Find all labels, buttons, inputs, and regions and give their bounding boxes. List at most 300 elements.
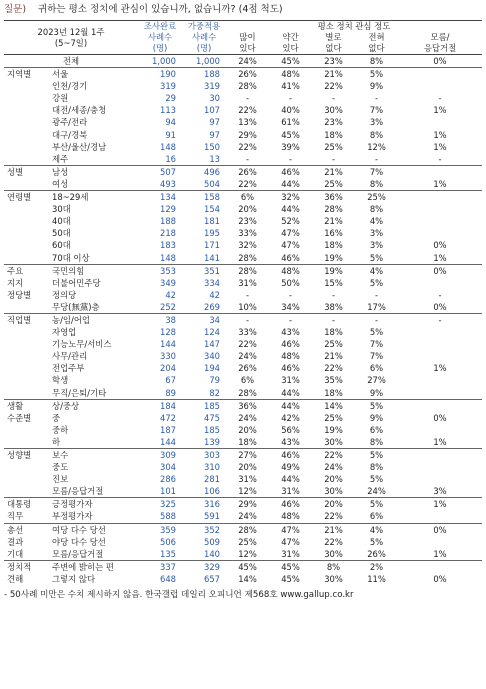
row-label: 30대 [52, 204, 71, 215]
value-cell: - [438, 153, 442, 164]
table-row [4, 399, 482, 412]
value-cell: 25% [324, 178, 343, 189]
table-row [4, 92, 482, 104]
value-cell: 30% [324, 486, 343, 497]
survey-count-cell: 184 [138, 399, 182, 412]
value-cell: 16% [324, 228, 343, 239]
group-label: 기대 [7, 548, 24, 559]
row-label: 모름/응답거절 [52, 486, 104, 497]
value-cell: 11% [367, 573, 386, 584]
row-label: 진보 [52, 474, 69, 485]
weighted-count-cell: 303 [182, 449, 226, 462]
value-cell: 26% [226, 68, 269, 81]
table-row [4, 326, 482, 338]
value-cell: 31% [238, 474, 257, 485]
survey-count-cell: 101 [160, 486, 176, 497]
row-label: 야당 다수 당선 [52, 536, 106, 547]
group-label [4, 215, 48, 227]
survey-count-cell: 144 [160, 436, 176, 447]
survey-count-cell: 190 [138, 68, 182, 81]
row-label: 여당 다수 당선 [48, 523, 138, 536]
value-cell: 5% [369, 277, 384, 288]
value-cell: 9% [369, 412, 384, 423]
value-cell: 20% [238, 204, 257, 215]
value-cell: 20% [312, 498, 355, 511]
value-cell: 42% [281, 412, 300, 423]
value-cell: 1% [433, 363, 447, 374]
row-label: 더불어민주당 [52, 277, 101, 288]
row-label: 중 [52, 412, 61, 423]
survey-count-cell: 135 [160, 548, 176, 559]
survey-count-cell: 38 [138, 313, 182, 326]
value-cell: 7% [369, 105, 384, 116]
question-tag: 질문) [4, 4, 27, 15]
value-cell: 46% [269, 449, 312, 462]
survey-count-cell: 337 [138, 560, 182, 573]
table-row [4, 436, 482, 449]
value-cell: 22% [324, 363, 343, 374]
value-cell: 22% [238, 105, 257, 116]
value-cell: 35% [324, 375, 343, 386]
value-cell: 7% [369, 351, 384, 362]
survey-count-cell: 148 [160, 252, 176, 263]
group-label [4, 485, 48, 498]
value-cell: 8% [369, 204, 384, 215]
row-label: 부산/울산/경남 [52, 141, 107, 152]
value-cell: 3% [433, 486, 447, 497]
value-cell: 23% [238, 216, 257, 227]
value-cell: 0% [433, 301, 447, 312]
value-cell: 18% [324, 129, 343, 140]
group-label: 연령별 [4, 191, 48, 204]
value-cell: 43% [281, 327, 300, 338]
value-cell: 48% [281, 511, 300, 522]
value-cell: 5% [369, 327, 384, 338]
row-label: 60대 [52, 240, 71, 251]
value-cell: - [331, 289, 336, 300]
survey-count-cell: 330 [160, 351, 176, 362]
table-row [4, 289, 482, 301]
weighted-count-cell: 329 [182, 560, 226, 573]
survey-count-cell: 359 [138, 523, 182, 536]
table-row [4, 362, 482, 374]
value-cell: 25% [324, 141, 343, 152]
row-label: 부정평가자 [52, 511, 93, 522]
col-header-0-l2: 있다 [239, 43, 256, 53]
value-cell: 31% [238, 277, 257, 288]
value-cell: 44% [281, 204, 300, 215]
col-header-1: 약간 [282, 32, 299, 42]
group-label [4, 104, 48, 116]
table-row [4, 227, 482, 239]
survey-count-cell: 218 [160, 228, 176, 239]
group-label: 정치적 [4, 560, 48, 573]
value-cell: 45% [269, 560, 312, 573]
value-cell: 40% [281, 105, 300, 116]
group-label: 직무 [7, 511, 24, 522]
weighted-count-cell: 334 [204, 277, 220, 288]
table-row [4, 141, 482, 153]
table-row [4, 449, 482, 462]
group-label [4, 374, 48, 386]
group-label: 성향별 [4, 449, 48, 462]
value-cell: 45% [281, 56, 300, 66]
value-cell: 47% [281, 536, 300, 547]
survey-count-cell: 493 [160, 178, 176, 189]
table-row [4, 239, 482, 251]
value-cell: 48% [269, 264, 312, 277]
table-row [4, 153, 482, 166]
row-label: 70대 이상 [52, 252, 90, 263]
survey-count-cell: 29 [165, 93, 176, 104]
row-label: 제주 [52, 153, 69, 164]
value-cell: 9% [369, 81, 384, 92]
table-row [4, 178, 482, 191]
period-header [4, 21, 138, 55]
value-cell: 19% [324, 424, 343, 435]
row-label: 남성 [48, 165, 138, 178]
row-label: 정의당 [52, 289, 77, 300]
value-cell: 15% [324, 277, 343, 288]
survey-count-cell: 113 [160, 105, 176, 116]
value-cell: - [226, 313, 269, 326]
survey-count-cell: 148 [160, 141, 176, 152]
value-cell: 5% [355, 399, 398, 412]
weighted-count-cell: 352 [182, 523, 226, 536]
survey-count-header: 조사완료 [143, 21, 177, 31]
survey-count-cell: 353 [138, 264, 182, 277]
value-cell: 19% [324, 252, 343, 263]
weighted-count-cell: 154 [204, 204, 220, 215]
value-cell: 12% [238, 548, 257, 559]
weighted-count-cell: 97 [209, 129, 220, 140]
row-label: 50대 [52, 228, 71, 239]
value-cell: 26% [226, 165, 269, 178]
row-label: 상/중상 [48, 399, 138, 412]
table-row [4, 473, 482, 485]
value-cell: 20% [238, 424, 257, 435]
weighted-count-cell: 591 [204, 511, 220, 522]
value-cell: 17% [367, 301, 386, 312]
value-cell: 61% [281, 117, 300, 128]
survey-count-cell: 204 [160, 363, 176, 374]
survey-count-cell: 91 [165, 129, 176, 140]
group-label: 지역별 [4, 68, 48, 81]
value-cell: 21% [324, 216, 343, 227]
table-row [4, 104, 482, 116]
value-cell: 8% [312, 560, 355, 573]
footer-note: - 50사례 미만은 수치 제시하지 않음. 한국갤럽 데일리 오피니언 제568호 www.gallup.co.kr [4, 590, 354, 601]
value-cell: 5% [355, 449, 398, 462]
value-cell: 8% [369, 56, 384, 66]
value-cell: 6% [240, 375, 255, 386]
weighted-count-cell: 316 [182, 498, 226, 511]
value-cell [398, 387, 482, 400]
value-cell [398, 424, 482, 436]
value-cell: 0% [433, 412, 447, 423]
value-cell: - [245, 153, 250, 164]
survey-count-cell: 183 [160, 240, 176, 251]
value-cell: 8% [369, 462, 384, 473]
value-cell: 25% [355, 191, 398, 204]
table-row [4, 510, 482, 523]
group-label [4, 116, 48, 128]
value-cell: 13% [238, 117, 257, 128]
value-cell: 22% [312, 449, 355, 462]
value-cell: 24% [238, 511, 257, 522]
value-cell: 1% [398, 498, 482, 511]
row-label: 40대 [52, 216, 71, 227]
group-label [4, 239, 48, 251]
value-cell: 22% [238, 178, 257, 189]
row-label: 주변에 밝히는 편 [48, 560, 138, 573]
value-cell: 48% [281, 351, 300, 362]
group-label [4, 80, 48, 92]
weighted-count-cell: 79 [209, 375, 220, 386]
weighted-count-cell: 188 [182, 68, 226, 81]
survey-count-cell: 134 [138, 191, 182, 204]
value-cell: 24% [238, 56, 257, 66]
value-cell: 27% [367, 375, 386, 386]
value-cell: 39% [281, 141, 300, 152]
table-row [4, 548, 482, 561]
value-cell: 47% [281, 240, 300, 251]
value-cell: 1% [433, 129, 447, 140]
value-cell: 6% [369, 424, 384, 435]
weighted-count-cell: 150 [204, 141, 220, 152]
value-cell: 4% [355, 523, 398, 536]
survey-count-cell: 128 [160, 327, 176, 338]
value-cell: 0% [433, 240, 447, 251]
value-cell: 44% [281, 387, 300, 398]
value-cell: 21% [312, 165, 355, 178]
value-cell: 44% [281, 474, 300, 485]
value-cell: - [355, 313, 398, 326]
weighted-count-sub: 사례수 [191, 32, 217, 42]
weighted-count-cell: 158 [182, 191, 226, 204]
value-cell: 3% [369, 117, 384, 128]
survey-count-cell: 67 [165, 375, 176, 386]
survey-count-cell: 187 [160, 424, 176, 435]
table-row [4, 203, 482, 215]
value-cell: - [374, 153, 379, 164]
value-cell: 18% [324, 327, 343, 338]
value-cell: 10% [238, 301, 257, 312]
value-cell: 32% [269, 191, 312, 204]
value-cell: 27% [226, 449, 269, 462]
value-cell: 28% [324, 204, 343, 215]
weighted-count-cell: 107 [204, 105, 220, 116]
row-label: 무당(無黨)층 [52, 301, 100, 312]
value-cell: 12% [367, 141, 386, 152]
value-cell: 24% [238, 351, 257, 362]
value-cell: 5% [369, 536, 384, 547]
value-cell: 50% [281, 277, 300, 288]
row-label: 중하 [52, 424, 69, 435]
weighted-count-cell: 509 [204, 536, 220, 547]
value-cell: - [288, 289, 293, 300]
group-label: 총선 [4, 523, 48, 536]
value-cell: 2% [355, 560, 398, 573]
survey-count-cell: 252 [160, 301, 176, 312]
value-cell [398, 326, 482, 338]
weighted-count-cell: 141 [204, 252, 220, 263]
value-cell: 46% [269, 498, 312, 511]
survey-count-cell: 304 [160, 462, 176, 473]
value-cell: 33% [238, 327, 257, 338]
period-line1: 2023년 12월 1주 [37, 26, 105, 37]
value-cell: 45% [281, 573, 300, 584]
value-cell: 22% [324, 81, 343, 92]
value-cell: - [438, 289, 442, 300]
survey-count-cell: 588 [160, 511, 176, 522]
value-cell [398, 203, 482, 215]
value-cell [398, 116, 482, 128]
total-row [4, 55, 482, 68]
survey-count-cell: 42 [165, 289, 176, 300]
group-header: 평소 정치 관심 정도 [317, 21, 391, 31]
weighted-count-cell: 140 [204, 548, 220, 559]
value-cell: 21% [312, 523, 355, 536]
table-row [4, 424, 482, 436]
weighted-count-cell: 139 [204, 436, 220, 447]
weighted-count-unit: (명) [196, 43, 212, 53]
value-cell: 28% [238, 387, 257, 398]
table-row [4, 215, 482, 227]
row-label: 중도 [52, 462, 69, 473]
value-cell: 23% [324, 56, 343, 66]
table-row [4, 301, 482, 314]
value-cell: 30% [324, 548, 343, 559]
group-label: 전체 [62, 56, 80, 66]
value-cell [398, 165, 482, 178]
value-cell: 24% [324, 462, 343, 473]
row-label: 하 [52, 436, 61, 447]
value-cell: 26% [367, 548, 386, 559]
value-cell: 23% [324, 117, 343, 128]
value-cell: 5% [369, 252, 384, 263]
survey-table [4, 20, 482, 585]
value-cell: - [312, 313, 355, 326]
value-cell [398, 399, 482, 412]
value-cell: 30% [324, 105, 343, 116]
col-header-2-l2: 없다 [325, 43, 342, 53]
value-cell [398, 227, 482, 239]
value-cell: - [398, 313, 482, 326]
value-cell: 18% [324, 240, 343, 251]
question-text: 귀하는 평소 정치에 관심이 있습니까, 없습니까? (4점 척도) [38, 4, 283, 15]
survey-count-cell: 89 [165, 387, 176, 398]
table-row [4, 573, 482, 585]
value-cell: 28% [238, 252, 257, 263]
value-cell: 47% [281, 228, 300, 239]
table-row [4, 523, 482, 536]
group-label [4, 129, 48, 141]
table-row [4, 338, 482, 350]
value-cell: 1% [433, 252, 447, 263]
survey-count-cell: 319 [160, 81, 176, 92]
row-label: 18~29세 [48, 191, 138, 204]
weighted-count-cell: 351 [182, 264, 226, 277]
value-cell: 19% [312, 264, 355, 277]
table-row [4, 412, 482, 424]
group-label: 견해 [7, 573, 24, 584]
group-label [4, 153, 48, 166]
group-label [4, 141, 48, 153]
weighted-count-cell: 181 [204, 216, 220, 227]
value-cell: 24% [367, 486, 386, 497]
value-cell: 1% [433, 436, 447, 447]
value-cell [398, 560, 482, 573]
value-cell: 30% [324, 436, 343, 447]
survey-count-cell: 506 [160, 536, 176, 547]
value-cell [398, 473, 482, 485]
value-cell: 14% [312, 399, 355, 412]
value-cell: 28% [226, 264, 269, 277]
value-cell: 20% [324, 474, 343, 485]
value-cell: 46% [281, 252, 300, 263]
weighted-count-cell: 42 [209, 289, 220, 300]
weighted-count-cell: 340 [204, 351, 220, 362]
value-cell: - [288, 153, 293, 164]
group-label [4, 461, 48, 473]
survey-count-cell: 1,000 [152, 56, 176, 66]
value-cell: 45% [226, 560, 269, 573]
row-label: 전업주부 [52, 363, 85, 374]
survey-count-unit: (명) [152, 43, 168, 53]
value-cell [398, 338, 482, 350]
value-cell: 22% [238, 141, 257, 152]
table-row [4, 191, 482, 204]
row-label: 그렇지 않다 [52, 573, 96, 584]
weighted-count-cell: 269 [204, 301, 220, 312]
value-cell: 31% [281, 486, 300, 497]
value-cell: - [288, 93, 293, 104]
survey-count-cell: 16 [165, 153, 176, 164]
group-label [4, 338, 48, 350]
table-row [4, 116, 482, 128]
value-cell: 12% [238, 486, 257, 497]
value-cell: 34% [281, 301, 300, 312]
row-label: 인천/경기 [52, 81, 88, 92]
group-label: 수준별 [7, 412, 32, 423]
weighted-count-cell: 319 [204, 81, 220, 92]
weighted-count-cell: 185 [204, 424, 220, 435]
group-label [4, 424, 48, 436]
group-label [4, 436, 48, 449]
col-header-1-l2: 있다 [282, 43, 299, 53]
weighted-count-cell: 171 [204, 240, 220, 251]
group-label [4, 326, 48, 338]
value-cell: 44% [269, 399, 312, 412]
row-label: 긍정평가자 [48, 498, 138, 511]
value-cell: 25% [324, 339, 343, 350]
value-cell: 28% [226, 523, 269, 536]
table-row [4, 129, 482, 141]
weighted-count-cell: 82 [209, 387, 220, 398]
weighted-count-cell: 124 [204, 327, 220, 338]
weighted-count-cell: 504 [204, 178, 220, 189]
row-label: 학생 [52, 375, 69, 386]
table-row [4, 485, 482, 498]
group-label [4, 473, 48, 485]
value-cell: 5% [355, 498, 398, 511]
table-row [4, 498, 482, 511]
weighted-count-cell: 147 [204, 339, 220, 350]
weighted-count-cell: 106 [204, 486, 220, 497]
value-cell: 41% [281, 81, 300, 92]
value-cell: 47% [269, 523, 312, 536]
